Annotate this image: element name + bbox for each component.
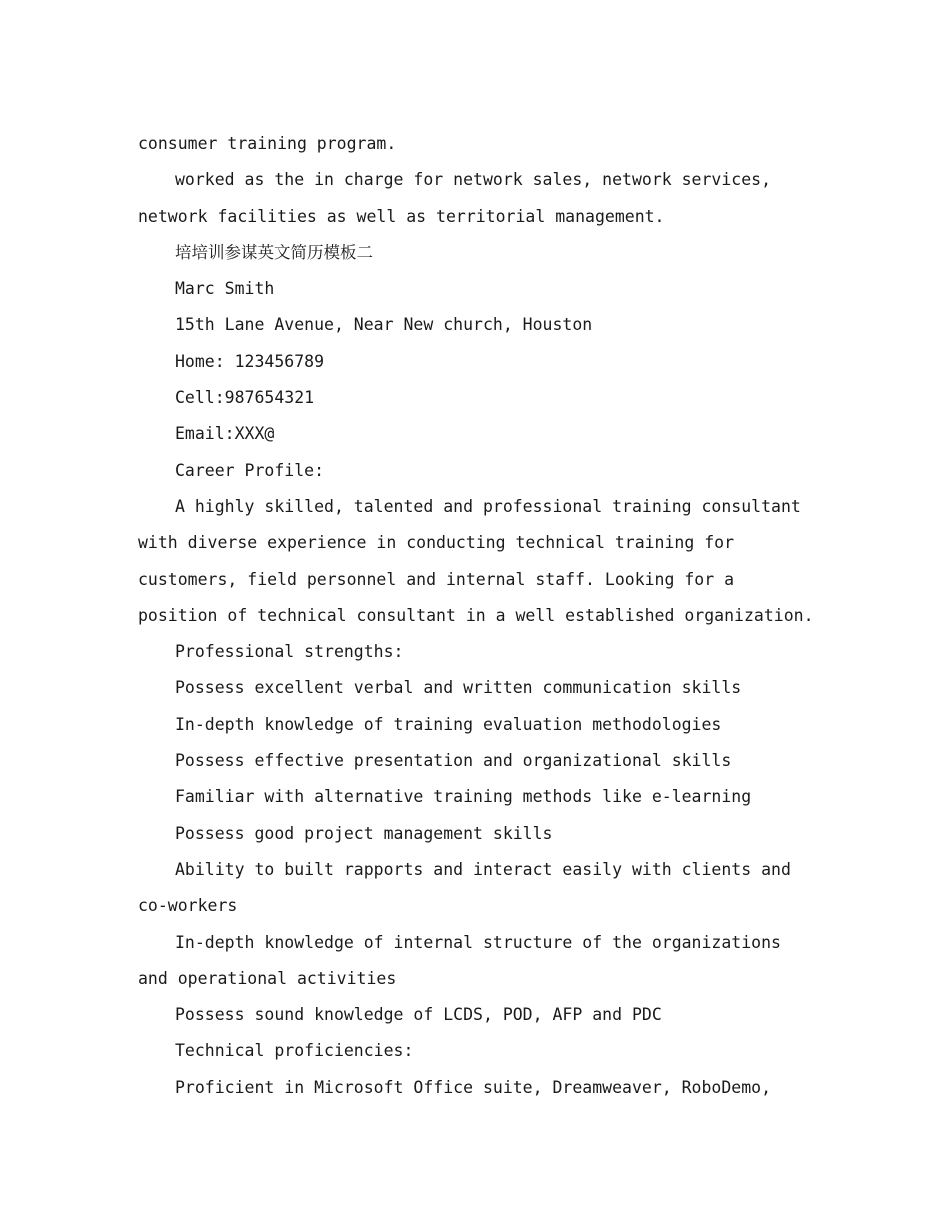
strength-item: Possess excellent verbal and written communication skills	[175, 678, 742, 698]
section-heading-technical: Technical proficiencies:	[175, 1041, 414, 1061]
resume-template-heading: 培培训参谋英文简历模板二	[175, 242, 373, 262]
paragraph-network-duties: worked as the in charge for network sales, network services, network facilities as well as territorial management.	[138, 170, 772, 226]
candidate-name: Marc Smith	[175, 279, 275, 299]
paragraph-continuation: consumer training program.	[138, 134, 397, 153]
strength-item: Possess effective presentation and organizational skills	[175, 751, 732, 771]
strength-item: In-depth knowledge of training evaluation methodologies	[175, 714, 722, 734]
candidate-home-phone: Home: 123456789	[175, 351, 325, 371]
career-profile-text: A highly skilled, talented and professional training consultant with diverse experience in conducting technical training for customers, field personnel and internal staff. Looking for a position of technical consultant in a well established organization.	[138, 496, 814, 625]
candidate-email: Email:XXX@	[175, 424, 275, 444]
section-heading-career-profile: Career Profile:	[175, 460, 325, 480]
technical-item: Proficient in Microsoft Office suite, Dreamweaver, RoboDemo,	[175, 1077, 772, 1097]
strength-item: Familiar with alternative training methods like e-learning	[175, 787, 752, 807]
strength-item: Possess good project management skills	[175, 823, 553, 843]
candidate-address: 15th Lane Avenue, Near New church, Houston	[175, 315, 593, 335]
candidate-cell-phone: Cell:987654321	[175, 388, 315, 408]
strength-item: In-depth knowledge of internal structure of the organizations and operational activities	[138, 932, 781, 988]
section-heading-strengths: Professional strengths:	[175, 642, 404, 662]
strength-item: Possess sound knowledge of LCDS, POD, AFP and PDC	[175, 1005, 662, 1025]
strength-item: Ability to built rapports and interact easily with clients and co-workers	[138, 859, 791, 916]
document-body	[138, 126, 818, 1106]
